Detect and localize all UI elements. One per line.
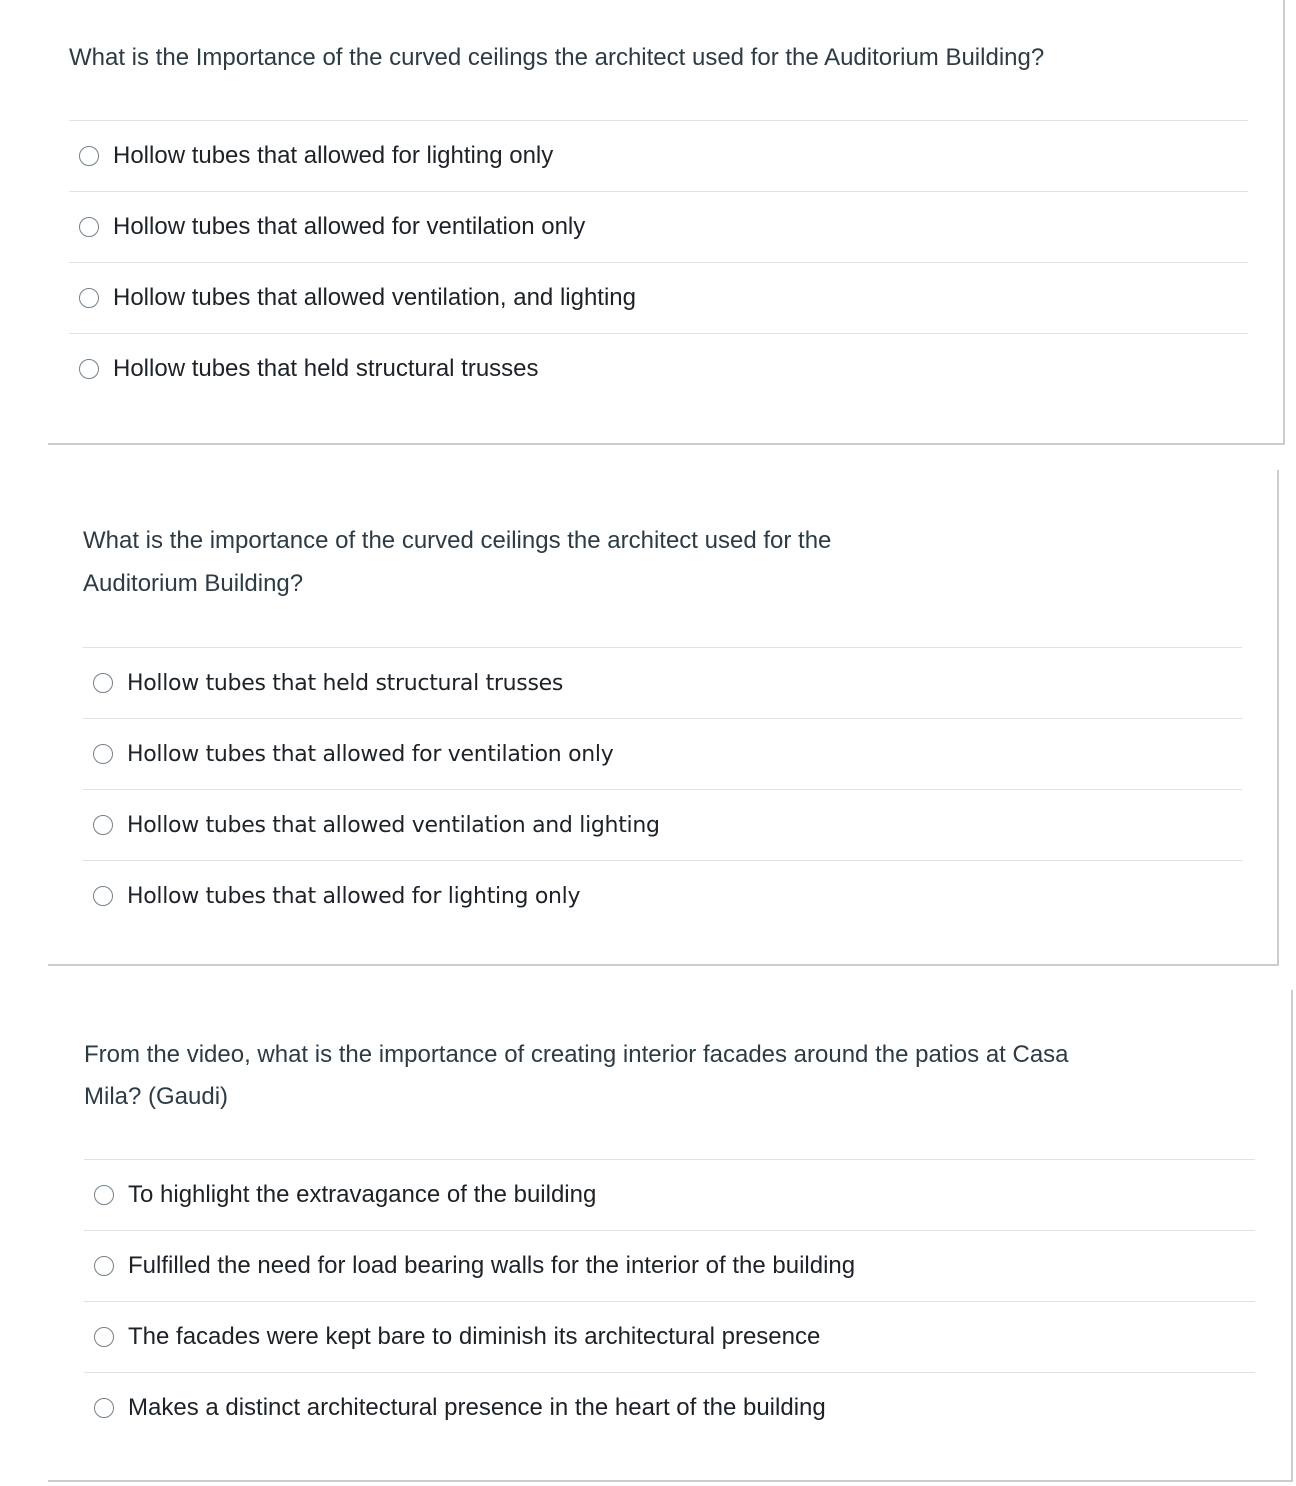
answer-label: Hollow tubes that held structural trusses (113, 355, 539, 382)
answer-option[interactable] (83, 860, 1242, 931)
card-border (1283, 0, 1285, 445)
answer-option[interactable] (84, 1159, 1255, 1230)
answer-option[interactable] (69, 333, 1248, 404)
question-text: Mila? (Gaudi) (84, 1083, 229, 1110)
answer-label: Hollow tubes that allowed for lighting only (127, 883, 581, 909)
answer-option[interactable] (69, 191, 1248, 262)
answer-list (83, 647, 1242, 931)
answer-option[interactable] (69, 262, 1248, 333)
answer-option[interactable] (84, 1230, 1255, 1301)
answer-option[interactable] (84, 1301, 1255, 1372)
answer-label: Hollow tubes that allowed for lighting only (113, 142, 554, 169)
question-card-2 (0, 470, 1279, 966)
question-text: What is the importance of the curved ceilings the architect used for the (83, 527, 832, 554)
answer-option[interactable] (83, 789, 1242, 860)
answer-label: Makes a distinct architectural presence in the heart of the building (128, 1394, 826, 1421)
answer-option[interactable] (69, 120, 1248, 191)
radio-button[interactable] (79, 217, 99, 237)
answer-option[interactable] (83, 718, 1242, 789)
radio-button[interactable] (79, 288, 99, 308)
card-border (48, 1480, 1293, 1482)
question-card-1 (0, 0, 1285, 445)
card-border (1291, 990, 1293, 1482)
radio-button[interactable] (94, 1185, 114, 1205)
radio-button[interactable] (93, 886, 113, 906)
answer-option[interactable] (84, 1372, 1255, 1443)
answer-label: The facades were kept bare to diminish its architectural presence (128, 1323, 821, 1350)
answer-label: Hollow tubes that allowed for ventilation only (113, 213, 586, 240)
radio-button[interactable] (94, 1327, 114, 1347)
radio-button[interactable] (79, 146, 99, 166)
card-border (1277, 470, 1279, 966)
question-card-3 (0, 990, 1293, 1482)
answer-option[interactable] (83, 647, 1242, 718)
radio-button[interactable] (79, 359, 99, 379)
card-border (48, 964, 1279, 966)
question-text: What is the Importance of the curved ceilings the architect used for the Auditorium Building? (69, 44, 1045, 71)
answer-label: Hollow tubes that allowed ventilation and lighting (127, 812, 660, 838)
radio-button[interactable] (93, 815, 113, 835)
radio-button[interactable] (94, 1398, 114, 1418)
card-border (48, 443, 1285, 445)
answer-list (69, 120, 1248, 404)
question-text: Auditorium Building? (83, 570, 304, 597)
radio-button[interactable] (93, 744, 113, 764)
answer-label: Hollow tubes that allowed ventilation, and lighting (113, 284, 636, 311)
answer-label: Hollow tubes that held structural trusses (127, 670, 564, 696)
question-text: From the video, what is the importance of creating interior facades around the patios at Casa (84, 1041, 1069, 1068)
answer-label: To highlight the extravagance of the building (128, 1181, 597, 1208)
answer-label: Hollow tubes that allowed for ventilation only (127, 741, 614, 767)
answer-list (84, 1159, 1255, 1443)
answer-label: Fulfilled the need for load bearing walls for the interior of the building (128, 1252, 856, 1279)
radio-button[interactable] (94, 1256, 114, 1276)
radio-button[interactable] (93, 673, 113, 693)
